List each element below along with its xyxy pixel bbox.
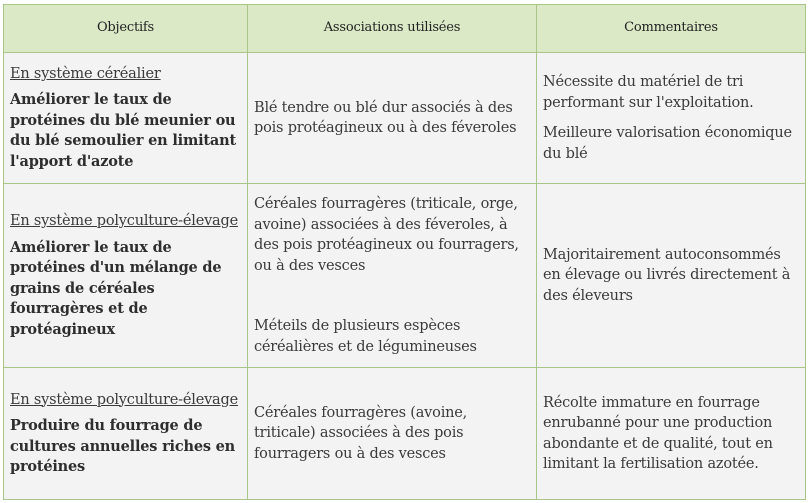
objective-text: Produire du fourrage de cultures annuelles riches en protéines <box>10 417 236 475</box>
associations-cell <box>248 368 537 500</box>
associations-table <box>3 4 806 500</box>
objective-text: Améliorer le taux de protéines du blé meunier ou du blé semoulier en limitant l'apport d'azote <box>10 91 236 170</box>
header-row <box>4 5 806 53</box>
association-text: Méteils de plusieurs espèces céréalières et de légumineuses <box>254 318 477 355</box>
header-comments: Commentaires <box>537 5 806 53</box>
comment-text: Majoritairement autoconsommés en élevage ou livrés directement à des éleveurs <box>543 246 791 304</box>
objective-cell <box>4 53 248 184</box>
table-row <box>4 53 806 184</box>
comment-text: Nécessite du matériel de tri performant sur l'exploitation. <box>543 74 754 111</box>
header-associations: Associations utilisées <box>248 5 537 53</box>
comment-text: Récolte immature en fourrage enrubanné pour une production abondante et de qualité, tout en limitant la fertilisation azotée. <box>543 394 773 472</box>
association-text: Céréales fourragères (triticale, orge, avoine) associées à des féveroles, à des pois protéagineux ou fourragers, ou à des vesces <box>254 196 519 274</box>
association-text: Blé tendre ou blé dur associés à des pois protéagineux ou à des féveroles <box>254 99 517 136</box>
table-row <box>4 368 806 500</box>
system-label: En système polyculture-élevage <box>10 213 238 229</box>
objective-cell <box>4 184 248 368</box>
association-text: Céréales fourragères (avoine, triticale) associées à des pois fourragers ou à des vesces <box>254 404 468 462</box>
objective-cell <box>4 368 248 500</box>
comments-cell <box>537 184 806 368</box>
associations-cell <box>248 53 537 184</box>
comment-text: Meilleure valorisation économique du blé <box>543 125 792 162</box>
associations-cell <box>248 184 537 368</box>
header-objectives: Objectifs <box>4 5 248 53</box>
table-row <box>4 184 806 368</box>
comments-cell <box>537 368 806 500</box>
system-label: En système polyculture-élevage <box>10 391 238 408</box>
comments-cell <box>537 53 806 184</box>
objective-text: Améliorer le taux de protéines d'un mélange de grains de céréales fourragères et de protéagineux <box>10 238 222 338</box>
system-label: En système céréalier <box>10 65 161 82</box>
